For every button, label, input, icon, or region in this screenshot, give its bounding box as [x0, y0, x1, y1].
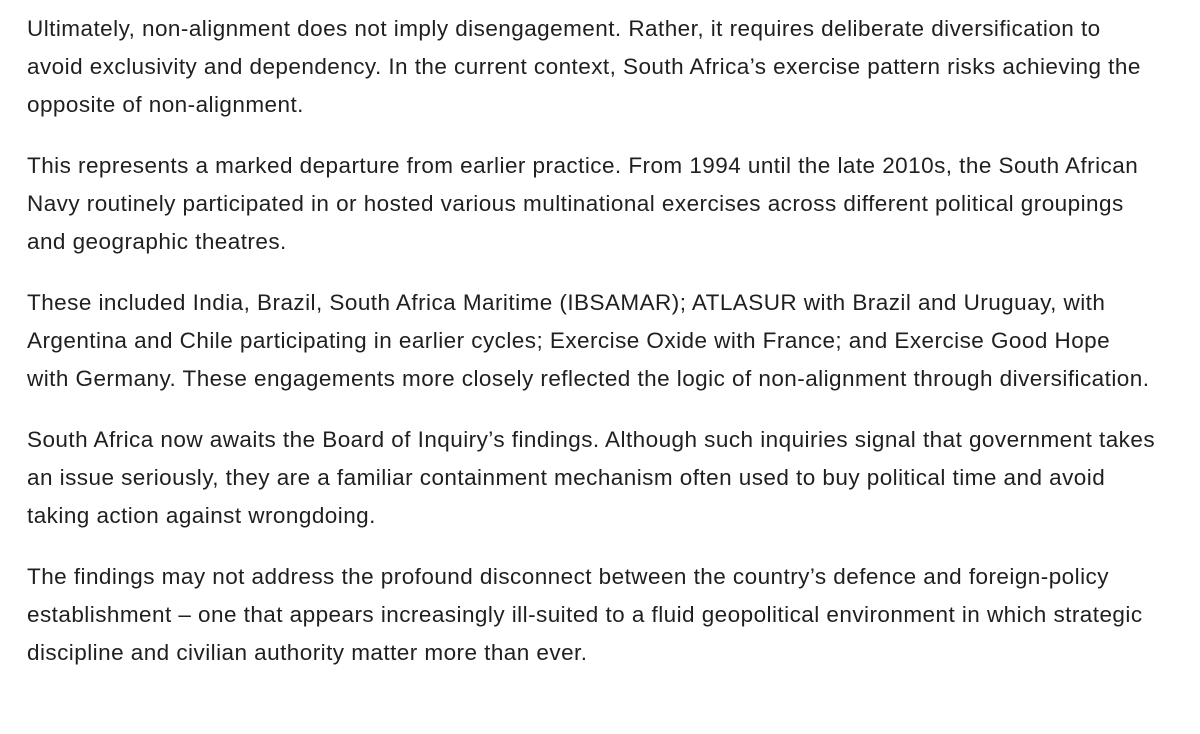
article-body — [27, 10, 1157, 695]
paragraph-exercises-list: These included India, Brazil, South Africa Maritime (IBSAMAR); ATLASUR with Brazil and Uruguay, with Argentina and Chile participating in earlier cycles; Exercise Oxide with France; and Exercise Good Hope with Germany. These engagements more closely reflected the logic of non-alignment through diversification. — [27, 290, 1150, 391]
paragraph-non-alignment: Ultimately, non-alignment does not imply disengagement. Rather, it requires deliberate diversification to avoid exclusivity and dependency. In the current context, South Africa’s exercise pattern risks achieving the opposite of non-alignment. — [27, 16, 1141, 117]
paragraph-board-of-inquiry: South Africa now awaits the Board of Inquiry’s findings. Although such inquiries signal that government takes an issue seriously, they are a familiar containment mechanism often used to buy political time and avoid taking action against wrongdoing. — [27, 427, 1156, 528]
paragraph-findings: The findings may not address the profound disconnect between the country’s defence and foreign-policy establishment – one that appears increasingly ill-suited to a fluid geopolitical environment in which strategic discipline and civilian authority matter more than ever. — [27, 564, 1143, 665]
paragraph-earlier-practice: This represents a marked departure from earlier practice. From 1994 until the late 2010s, the South African Navy routinely participated in or hosted various multinational exercises across different political groupings and geographic theatres. — [27, 153, 1139, 254]
